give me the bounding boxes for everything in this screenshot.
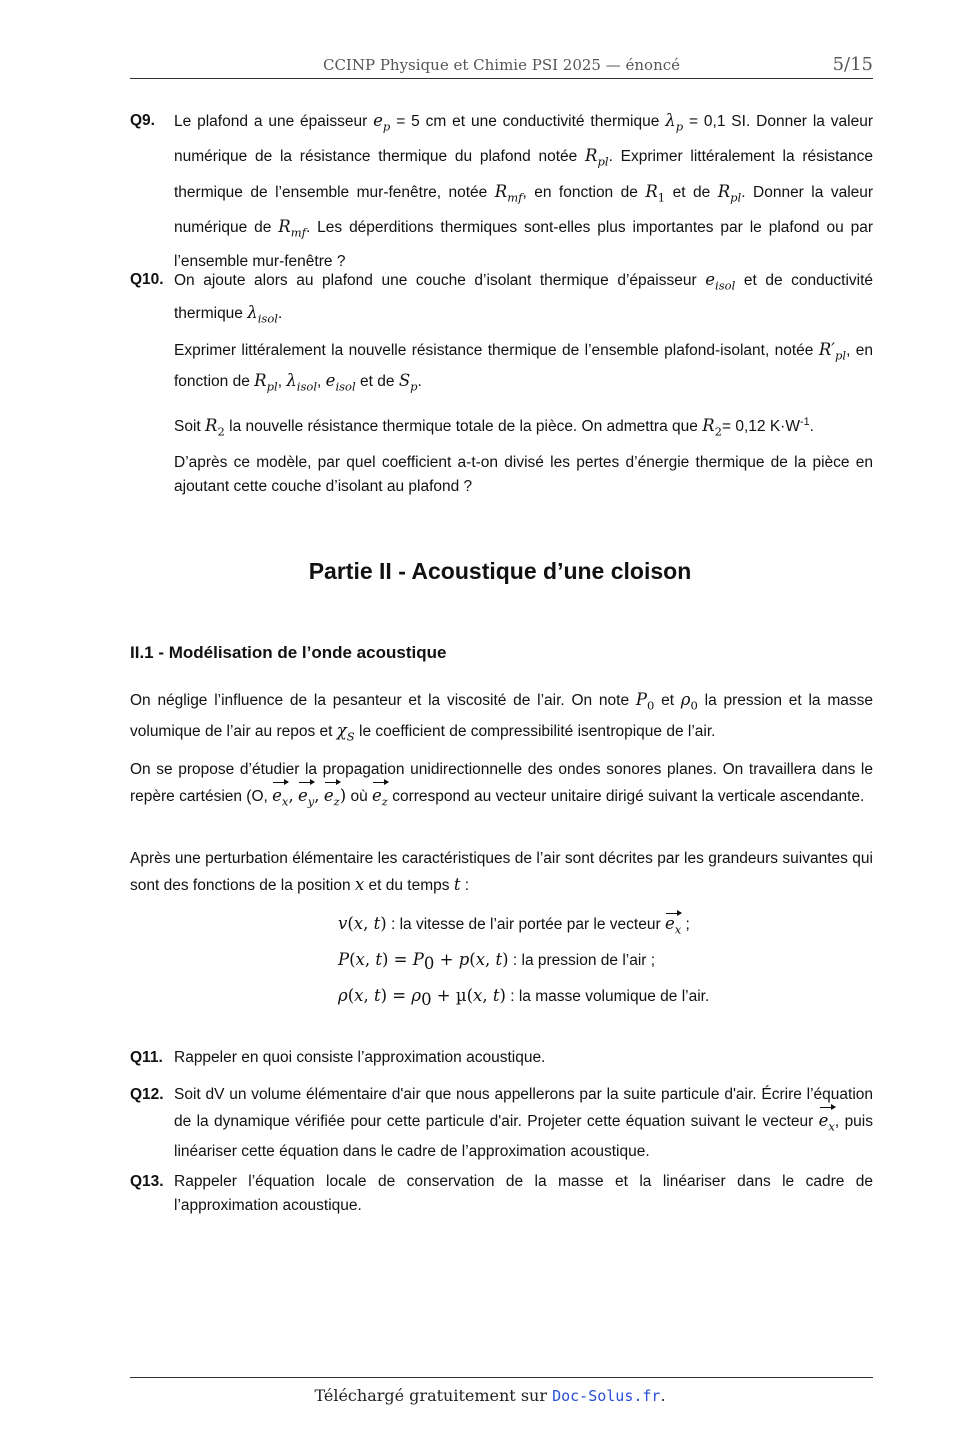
question-number: Q11. bbox=[130, 1049, 163, 1066]
q10-paragraph-4: D’après ce modèle, par quel coefficient a-t-on divisé les pertes d’énergie thermique de la pièce en ajoutant cette couche d’isolant au plafond ? bbox=[174, 454, 873, 495]
footer-link[interactable]: Doc-Solus.fr bbox=[552, 1387, 661, 1405]
equation-density: ρ(x, $t) = \rho_0 + \mu(x$, t) : la masse volumique de l’air. bbox=[338, 986, 710, 1010]
footer-rule bbox=[130, 1377, 873, 1378]
page-footer: Téléchargé gratuitement sur Doc-Solus.fr. bbox=[314, 1386, 666, 1405]
question-number: Q13. bbox=[130, 1173, 164, 1190]
question-text: Le plafond a une épaisseur $e_p = 5$ cm et une conductivité thermique $\lambda_p = 0,1$ SI. Donner la valeur numérique de la résistance thermique du plafond notée $R_{pl}$. Exprimer littéralement la résistance thermique de l’ensemble mur-fenêtre, notée $R_{mf}$, en fonction de $R_1$ et de $R_{pl}$. Donner la valeur numérique de $R_{mf}$. Les déperditions thermiques sont-elles plus importantes par le plafond ou par l’ensemble mur-fenêtre ? bbox=[174, 111, 874, 271]
paragraph-1: On néglige l’influence de la pesanteur et la viscosité de l’air. On note $P_0$ et $\rho_0$ la pression et la masse volumique de l’air au repos et $\chi_S$ le coefficient de compressibilité isentropique de l’air. bbox=[130, 690, 873, 744]
header-title: CCINP Physique et Chimie PSI 2025 — énoncé bbox=[322, 56, 681, 74]
question-q9 bbox=[130, 106, 873, 276]
question-number: Q10. bbox=[130, 271, 164, 288]
q10-paragraph-3: Soit $R_2$ la nouvelle résistance thermique totale de la pièce. On admettra que $R_2= 0,12$ $K\cdot W^{-1}$. bbox=[174, 416, 814, 439]
question-q11 bbox=[130, 1045, 873, 1071]
page-number: 5/15 bbox=[832, 54, 873, 75]
question-text: Rappeler l’équation locale de conservation de la masse et la linéariser dans le cadre de l’approximation acoustique. bbox=[174, 1173, 873, 1214]
section-title: II.1 - Modélisation de l’onde acoustique bbox=[130, 643, 447, 662]
paragraph-2: On se propose d’étudier la propagation unidirectionnelle des ondes sonores planes. On travaillera dans le repère cartésien (O, $e_x$, $e_y$, $e_z$) où $e_z$ correspond au vecteur unitaire dirigé suivant la verticale ascendante. bbox=[130, 757, 873, 814]
question-text: Soit dV un volume élémentaire d'air que nous appellerons par la suite particule d'air. Écrire l’équation de la dynamique vérifiée pour cette particule d'air. Projeter cette équation suivant le vecteur $e_x$, puis linéariser cette équation dans le cadre de l’approximation acoustique. bbox=[174, 1086, 873, 1161]
question-q12 bbox=[130, 1082, 873, 1165]
question-q13 bbox=[130, 1170, 873, 1218]
question-text: Rappeler en quoi consiste l’approximation acoustique. bbox=[174, 1049, 546, 1066]
question-number: Q12. bbox=[130, 1086, 164, 1103]
equation-pressure: P(x, $t) = P_0 + p(x$, t) : la pression de l’air ; bbox=[338, 950, 656, 974]
page-header bbox=[130, 52, 873, 79]
question-q10 bbox=[130, 266, 873, 333]
equation-velocity: v(x, t) : la vitesse de l’air portée par le vecteur $e_x$ ; bbox=[338, 914, 690, 937]
q10-paragraph-2: Exprimer littéralement la nouvelle résistance thermique de l’ensemble plafond-isolant, notée $R'_{pl}$, en fonction de $R_{pl}$, $\lambda_{isol}$, $e_{isol}$ et de $S_p$. bbox=[174, 340, 873, 394]
question-text: On ajoute alors au plafond une couche d’isolant thermique d’épaisseur $e_{isol}$ et de conductivité thermique $\lambda_{isol}$. bbox=[174, 270, 874, 326]
part-title: Partie II - Acoustique d’une cloison bbox=[308, 558, 692, 584]
question-number: Q9. bbox=[130, 112, 155, 129]
paragraph-3: Après une perturbation élémentaire les caractéristiques de l’air sont décrites par les grandeurs suivantes qui sont des fonctions de la position x et du temps t : bbox=[130, 850, 873, 894]
